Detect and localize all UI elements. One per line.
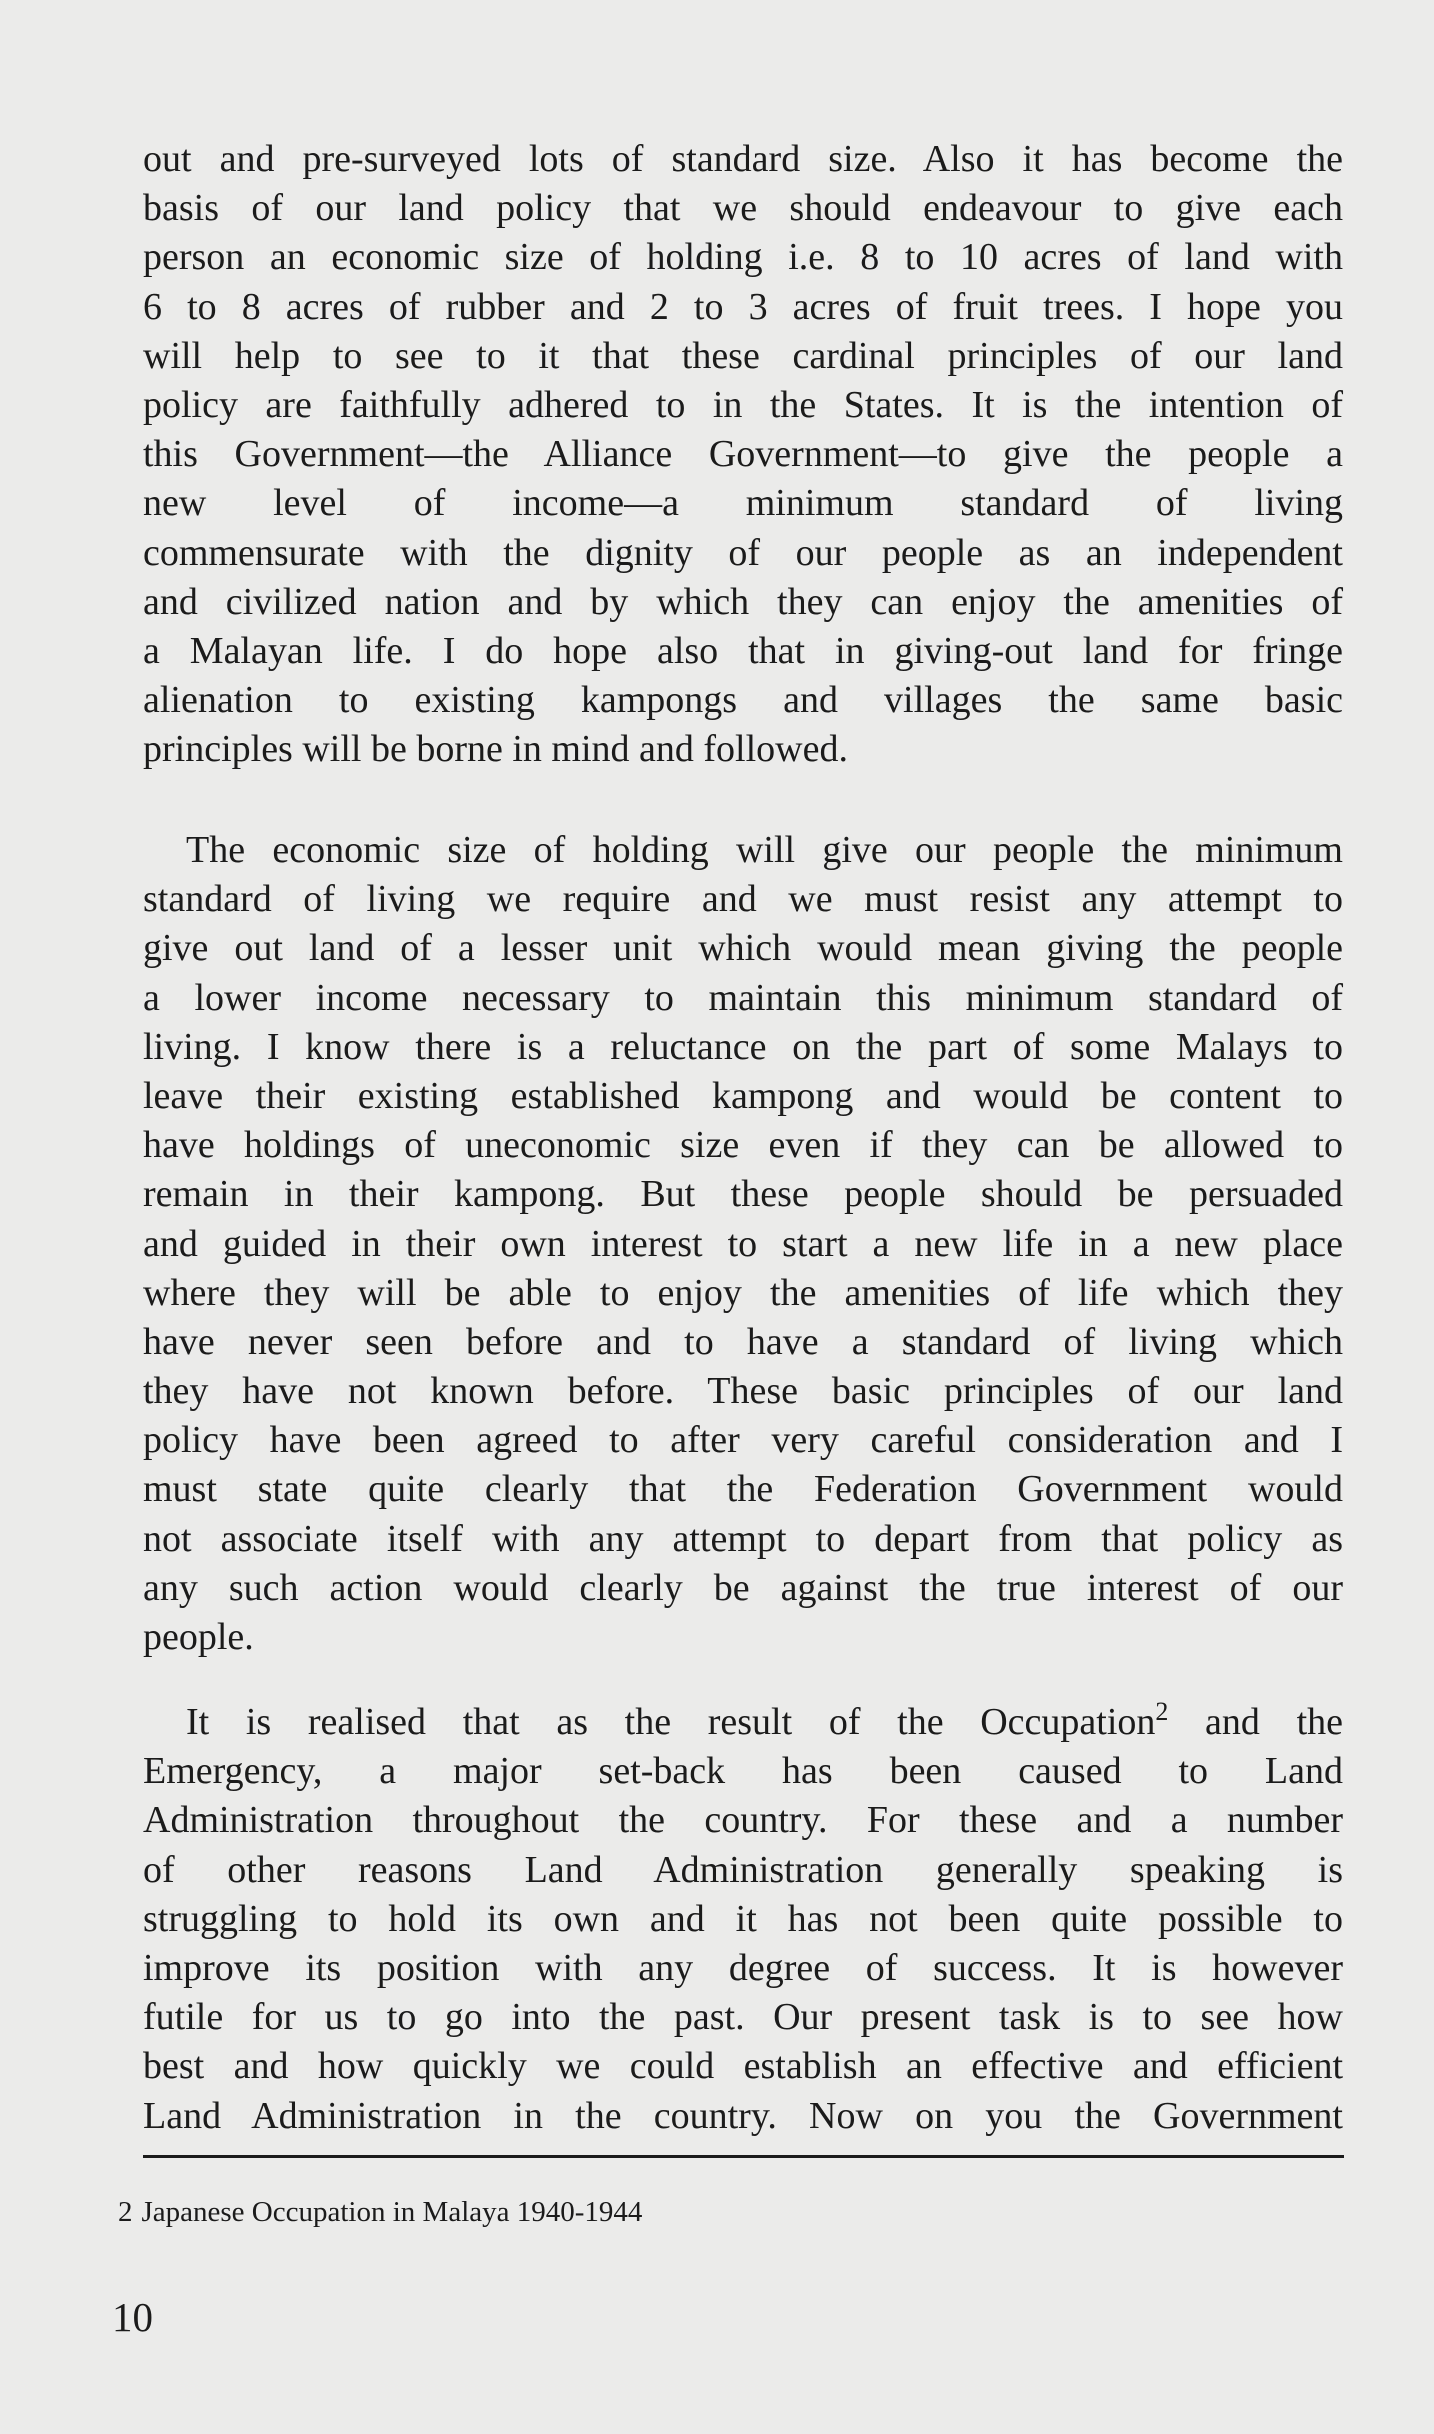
text-line: will help to see to it that these cardinal principles of our land bbox=[143, 334, 1343, 377]
text-line: and civilized nation and by which they can enjoy the amenities of bbox=[143, 580, 1343, 623]
text-line: out and pre-surveyed lots of standard size. Also it has become the bbox=[143, 138, 1343, 180]
text-line: Land Administration in the country. Now on you the Government bbox=[143, 2094, 1343, 2137]
footnote-number: 2 bbox=[118, 2196, 133, 2228]
page-number: 10 bbox=[112, 2294, 153, 2340]
text-line: of other reasons Land Administration generally speaking is bbox=[143, 1848, 1343, 1891]
paragraph-1 bbox=[143, 135, 1343, 774]
text-line: The economic size of holding will give our people the minimum bbox=[186, 829, 1343, 871]
text-line: best and how quickly we could establish an effective and efficient bbox=[143, 2045, 1343, 2088]
text-segment: It is realised that as the result of the Occupation bbox=[186, 1701, 1156, 1743]
text-line: Administration throughout the country. For these and a number bbox=[143, 1799, 1343, 1842]
text-line: a lower income necessary to maintain this minimum standard of bbox=[143, 976, 1343, 1019]
text-line: Emergency, a major set-back has been caused to Land bbox=[143, 1750, 1343, 1793]
text-line bbox=[143, 1698, 1343, 1747]
text-line: principles will be borne in mind and followed. bbox=[143, 728, 848, 771]
paragraph-2 bbox=[143, 826, 1343, 1662]
text-line: policy have been agreed to after very careful consideration and I bbox=[143, 1419, 1343, 1462]
footnote bbox=[118, 2192, 642, 2232]
text-line: commensurate with the dignity of our people as an independent bbox=[143, 531, 1343, 574]
text-line: where they will be able to enjoy the amenities of life which they bbox=[143, 1271, 1343, 1314]
footnote-text: Japanese Occupation in Malaya 1940-1944 bbox=[141, 2196, 643, 2228]
footnote-reference: 2 bbox=[1155, 1697, 1169, 1726]
text-line: remain in their kampong. But these people should be persuaded bbox=[143, 1173, 1343, 1216]
text-line: alienation to existing kampongs and villages the same basic bbox=[143, 679, 1343, 722]
text-line: futile for us to go into the past. Our present task is to see how bbox=[143, 1996, 1343, 2039]
text-line: must state quite clearly that the Federation Government would bbox=[143, 1468, 1343, 1511]
text-line: struggling to hold its own and it has not been quite possible to bbox=[143, 1897, 1343, 1940]
text-line: have never seen before and to have a standard of living which bbox=[143, 1320, 1343, 1363]
text-line: people. bbox=[143, 1616, 254, 1658]
text-line: have holdings of uneconomic size even if they can be allowed to bbox=[143, 1124, 1343, 1167]
text-line: standard of living we require and we must resist any attempt to bbox=[143, 878, 1343, 921]
text-line: this Government—the Alliance Government—to give the people a bbox=[143, 433, 1343, 476]
text-line: basis of our land policy that we should endeavour to give each bbox=[143, 187, 1343, 230]
text-line: 6 to 8 acres of rubber and 2 to 3 acres of fruit trees. I hope you bbox=[143, 285, 1343, 328]
footnote-divider bbox=[143, 2155, 1344, 2158]
text-line: not associate itself with any attempt to depart from that policy as bbox=[143, 1517, 1343, 1560]
text-line: any such action would clearly be against the true interest of our bbox=[143, 1566, 1343, 1609]
text-line: living. I know there is a reluctance on the part of some Malays to bbox=[143, 1025, 1343, 1068]
text-line: leave their existing established kampong and would be content to bbox=[143, 1074, 1343, 1117]
text-segment: and the bbox=[1168, 1701, 1344, 1743]
text-line: give out land of a lesser unit which would mean giving the people bbox=[143, 927, 1343, 970]
text-line: a Malayan life. I do hope also that in giving-out land for fringe bbox=[143, 629, 1343, 672]
text-line: policy are faithfully adhered to in the States. It is the intention of bbox=[143, 383, 1343, 426]
text-line: person an economic size of holding i.e. 8 to 10 acres of land with bbox=[143, 236, 1343, 279]
text-line: improve its position with any degree of success. It is however bbox=[143, 1946, 1343, 1989]
text-line: they have not known before. These basic principles of our land bbox=[143, 1370, 1343, 1413]
text-line: new level of income—a minimum standard of living bbox=[143, 482, 1343, 525]
text-line: and guided in their own interest to start a new life in a new place bbox=[143, 1222, 1343, 1265]
paragraph-3 bbox=[143, 1698, 1343, 2141]
